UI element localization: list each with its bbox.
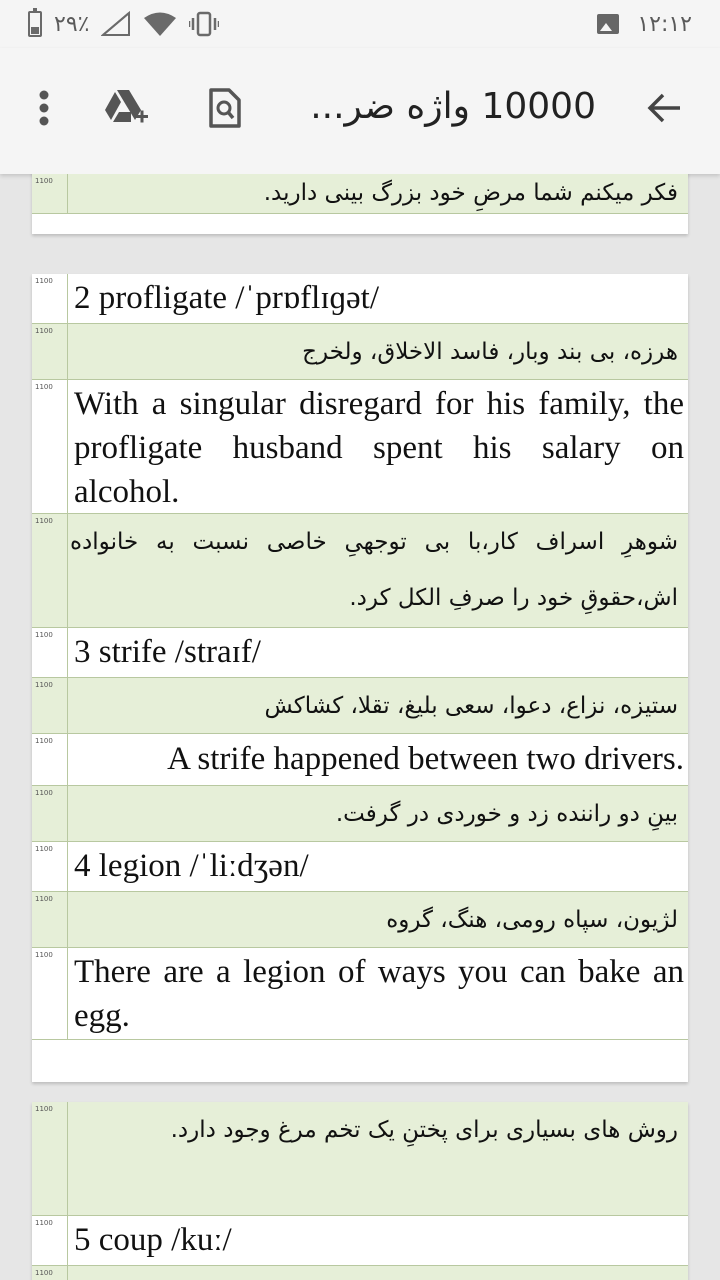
page-label: 1100 xyxy=(32,678,68,733)
table-row xyxy=(32,1102,688,1216)
persian-example: فکر میکنم شما مرضِ خود بزرگ بینی دارید. xyxy=(263,180,678,206)
persian-example: روش های بسیاری برای پختنِ یک تخم مرغ وجود دارد. xyxy=(170,1117,678,1143)
table-row xyxy=(32,324,688,380)
table-row xyxy=(32,892,688,948)
table-row xyxy=(32,842,688,892)
status-bar xyxy=(0,0,720,48)
table-row xyxy=(32,786,688,842)
english-example: A strife happened between two drivers. xyxy=(167,741,684,777)
persian-meaning: ستیزه، نزاع، دعوا، سعی بلیغ، تقلا، کشاکش xyxy=(264,693,678,719)
page-label: 1100 xyxy=(32,514,68,627)
page-label: 1100 xyxy=(32,274,68,323)
vibrate-icon xyxy=(189,11,219,37)
table-row xyxy=(32,678,688,734)
table-row xyxy=(32,734,688,786)
more-vert-icon[interactable] xyxy=(14,78,74,138)
wifi-icon xyxy=(143,11,177,37)
page-label: 1100 xyxy=(32,1216,68,1265)
table-row xyxy=(32,948,688,1040)
app-bar xyxy=(0,48,720,174)
table-row xyxy=(32,628,688,678)
search-document-icon[interactable] xyxy=(194,78,254,138)
table-row xyxy=(32,380,688,514)
word-entry: 5 coup /kuː/ xyxy=(74,1222,232,1258)
page-label: 1100 xyxy=(32,842,68,891)
page-label: 1100 xyxy=(32,948,68,1039)
document-title: 10000 واژه ضر... xyxy=(310,86,596,127)
table-row xyxy=(32,1266,688,1280)
table-row xyxy=(32,1216,688,1266)
document-page xyxy=(32,274,688,1082)
page-label: 1100 xyxy=(32,1266,68,1280)
clock: ۱۲:۱۲ xyxy=(637,11,692,37)
signal-icon xyxy=(101,11,131,37)
word-entry: 2 profligate /ˈprɒflɪɡət/ xyxy=(74,280,379,316)
table-row xyxy=(32,514,688,628)
persian-example: بینِ دو راننده زد و خوردی در گرفت. xyxy=(335,801,678,827)
back-arrow-icon[interactable] xyxy=(634,78,694,138)
page-label: 1100 xyxy=(32,324,68,379)
gallery-icon xyxy=(597,14,619,34)
document-page xyxy=(32,1102,688,1280)
add-to-drive-icon[interactable] xyxy=(96,78,156,138)
page-label: 1100 xyxy=(32,1102,68,1215)
page-label: 1100 xyxy=(32,628,68,677)
word-entry: 3 strife /straɪf/ xyxy=(74,634,261,670)
battery-icon xyxy=(28,11,42,37)
page-label: 1100 xyxy=(32,734,68,785)
persian-meaning: لژیون، سپاه رومی، هنگ، گروه xyxy=(386,907,678,933)
persian-example: شوهرِ اسراف کار،با بی توجهیِ خاصی نسبت به خانواده اش،حقوقِ خود را صرفِ الکل کرد. xyxy=(70,529,678,611)
page-label: 1100 xyxy=(32,892,68,947)
page-label: 1100 xyxy=(32,174,68,213)
document-viewer[interactable] xyxy=(0,174,720,1280)
page-label: 1100 xyxy=(32,786,68,841)
english-example: There are a legion of ways you can bake an egg. xyxy=(74,954,684,1034)
battery-percent: ۲۹٪ xyxy=(54,11,90,37)
table-row xyxy=(32,274,688,324)
table-row xyxy=(32,174,688,214)
english-example: With a singular disregard for his family, the profligate husband spent his salary on alcohol. xyxy=(74,386,684,510)
document-page xyxy=(32,174,688,234)
page-label: 1100 xyxy=(32,380,68,513)
word-entry: 4 legion /ˈliːdʒən/ xyxy=(74,848,309,884)
persian-meaning: هرزه، بی بند وبار، فاسد الاخلاق، ولخرج xyxy=(302,339,678,365)
